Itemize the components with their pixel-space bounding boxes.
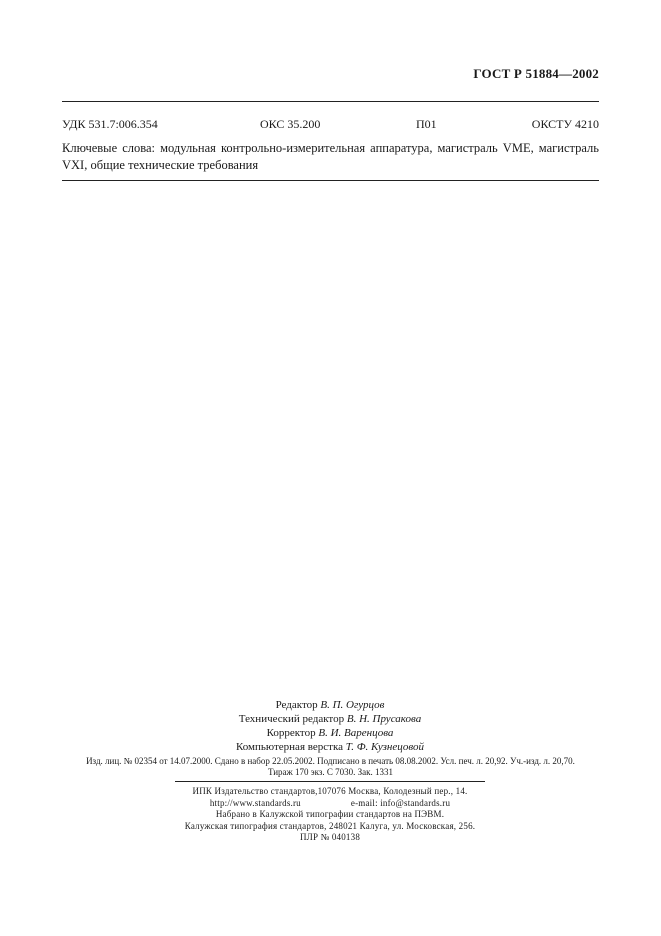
oks-code: ОКС 35.200	[260, 117, 321, 131]
publisher-license: ПЛР № 040138	[299, 832, 361, 842]
keywords: Ключевые слова: модульная контрольно-измерительная аппаратура, магистраль VME, магистраль VXI, общие технические требования	[62, 141, 599, 172]
staff-credits	[150, 698, 510, 754]
udk-code: УДК 531.7:006.354	[62, 117, 158, 131]
staff-layout: Компьютерная верстка Т. Ф. Кузнецовой	[235, 741, 425, 753]
publisher-typeset: Набрано в Калужской типографии стандартов на ПЭВМ.	[215, 809, 445, 819]
staff-editor: Редактор В. П. Огурцов	[275, 699, 385, 711]
imprint-line-2: Тираж 170 экз. С 7030. Зак. 1331	[267, 767, 394, 777]
publisher-email: e-mail: info@standards.ru	[350, 797, 451, 808]
p-code: П01	[416, 117, 437, 131]
publisher-address: ИПК Издательство стандартов,107076 Москва, Колодезный пер., 14.	[192, 786, 468, 796]
standard-code: ГОСТ Р 51884—2002	[473, 66, 599, 81]
bottom-divider	[62, 180, 599, 181]
imprint-divider	[175, 781, 485, 782]
imprint-line-1: Изд. лиц. № 02354 от 14.07.2000. Сдано в набор 22.05.2002. Подписано в печать 08.08.2002. Усл. печ. л. 20,92. Уч.-изд. л. 20,70.	[86, 756, 575, 766]
okstu-code: ОКСТУ 4210	[531, 117, 599, 131]
publisher-website: http://www.standards.ru	[209, 797, 301, 808]
publisher-printer: Калужская типография стандартов, 248021 Калуга, ул. Московская, 256.	[184, 820, 476, 831]
imprint-info	[62, 756, 599, 778]
staff-corrector: Корректор В. И. Варенцова	[266, 727, 394, 739]
publisher-info	[120, 786, 540, 844]
staff-tech-editor: Технический редактор В. Н. Прусакова	[238, 713, 422, 725]
top-divider	[62, 101, 599, 102]
publisher-contacts	[120, 798, 540, 810]
